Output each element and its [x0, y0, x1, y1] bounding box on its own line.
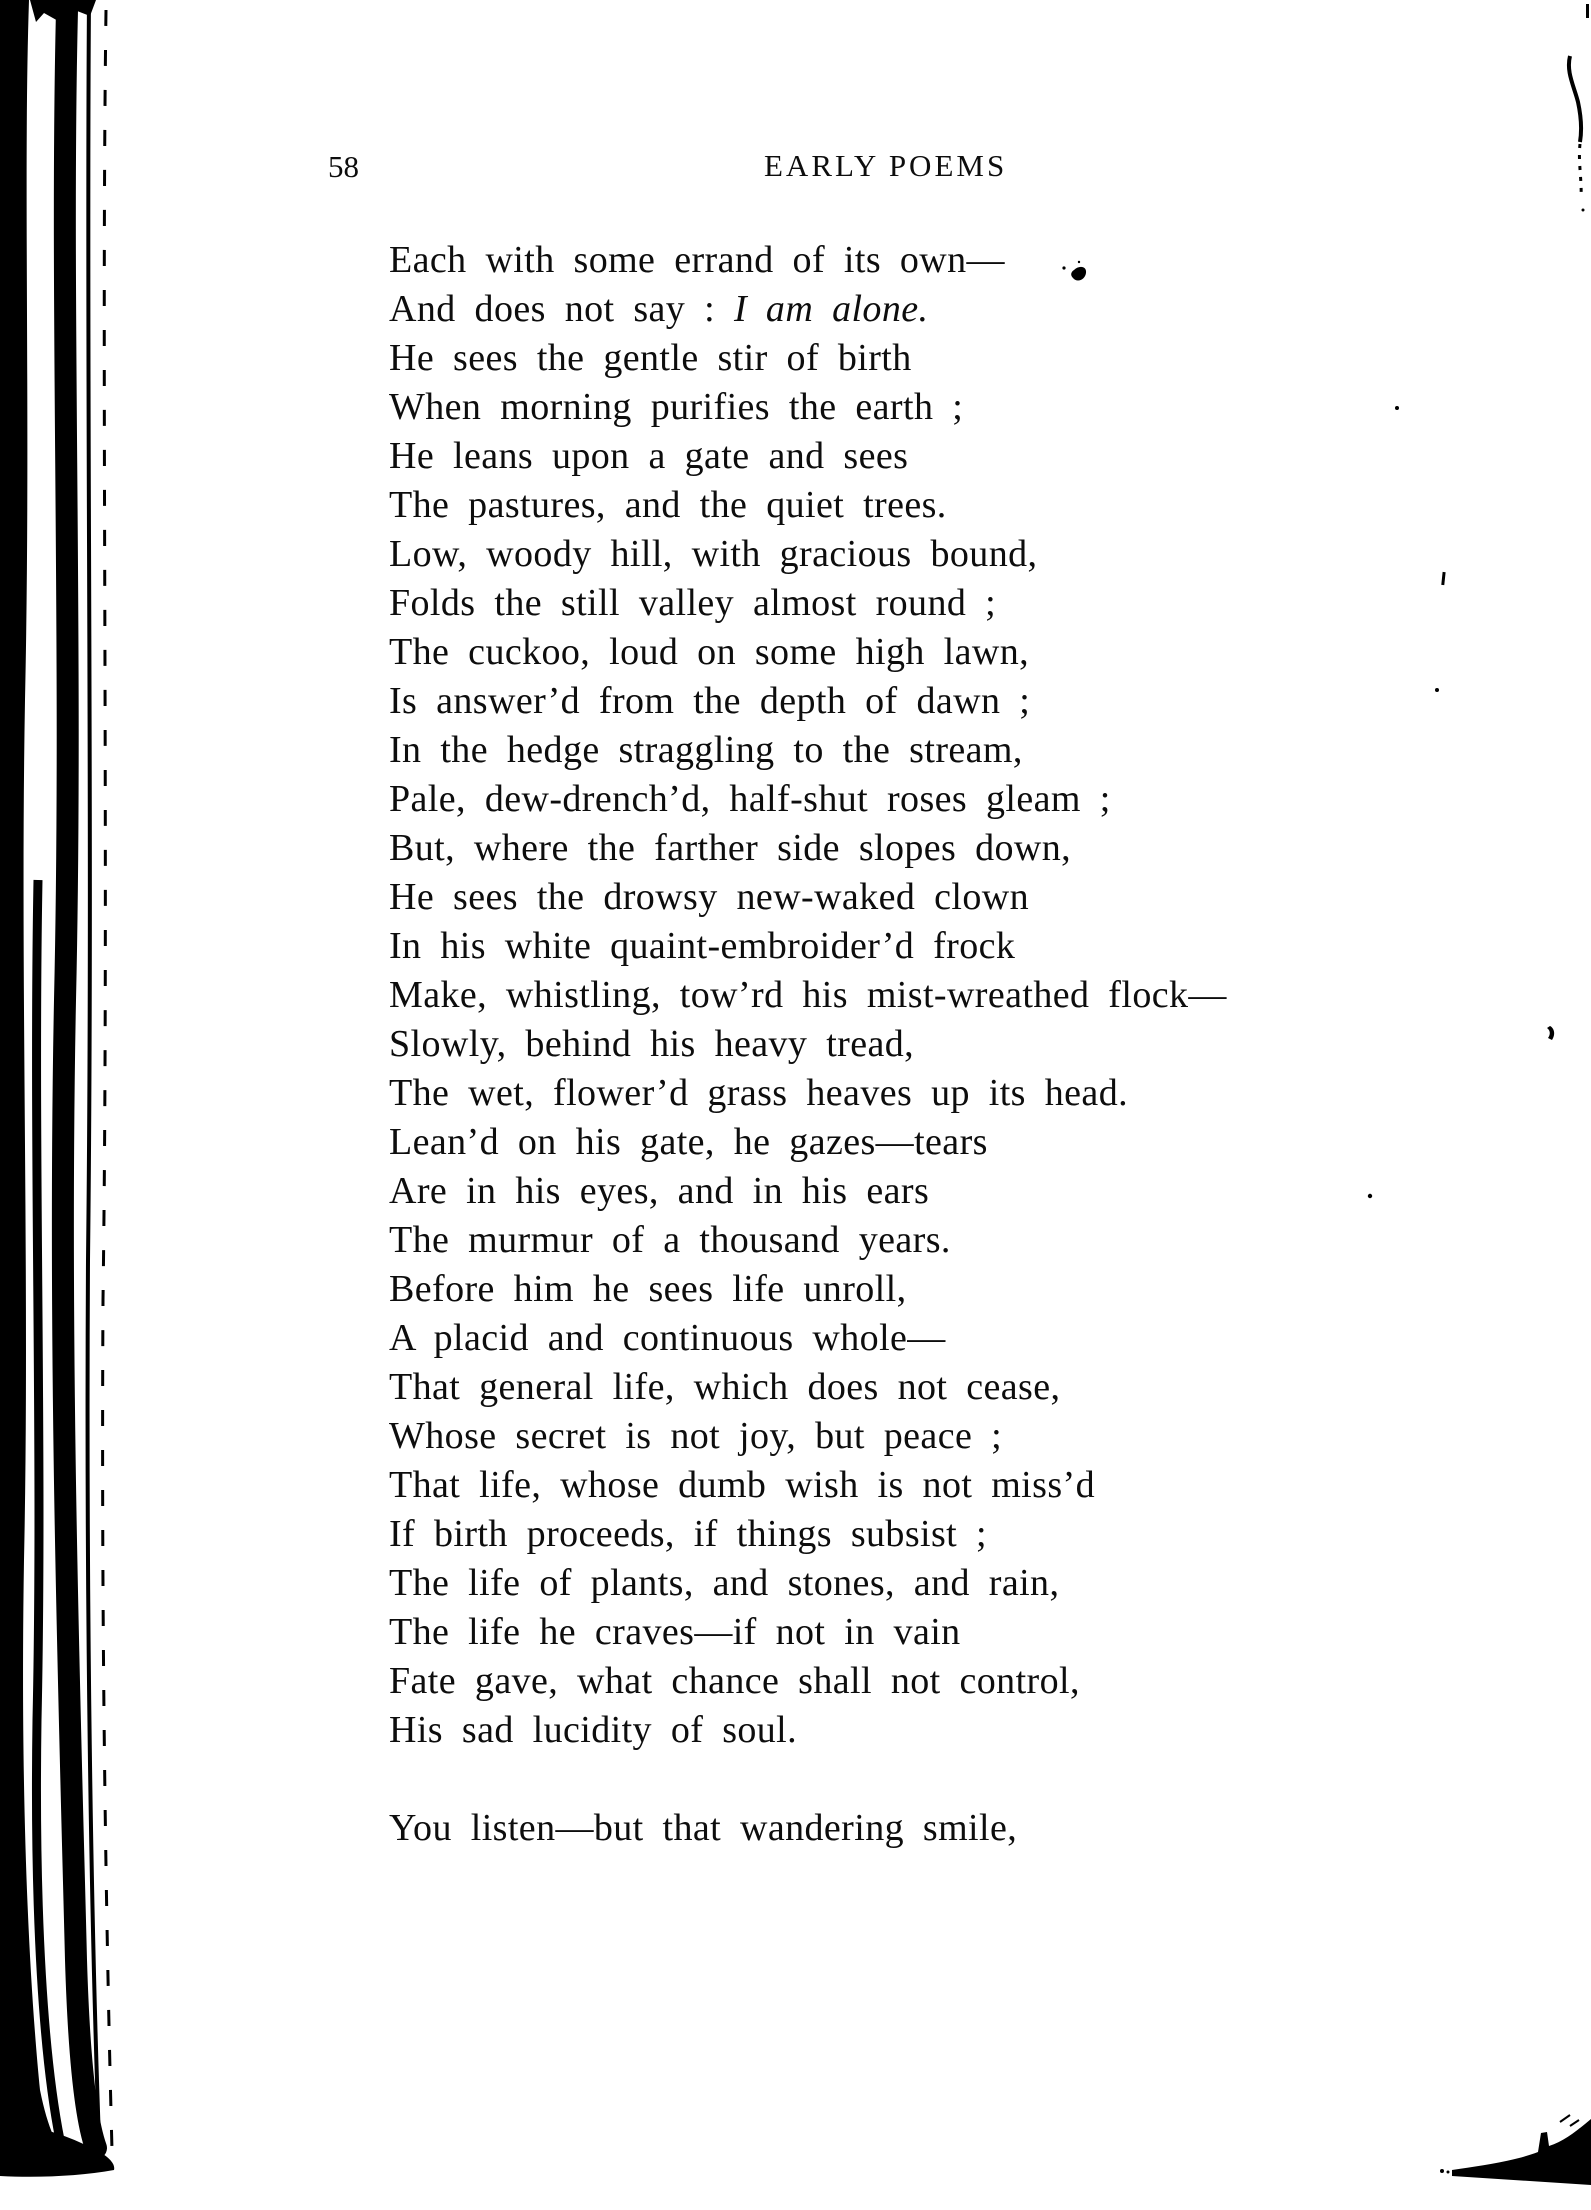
poem-line-text: Lean’d on his gate, he gazes—tears: [389, 1121, 988, 1163]
poem-line-text: Is answer’d from the depth of dawn ;: [389, 680, 1031, 722]
poem-line: [389, 677, 1227, 726]
poem-text-block: [389, 236, 1227, 1853]
poem-line: [389, 1510, 1227, 1559]
poem-line: [389, 334, 1227, 383]
poem-line-text: Each with some errand of its own—: [389, 239, 1005, 281]
poem-line: [389, 1363, 1227, 1412]
poem-line: [389, 873, 1227, 922]
scan-specks: [1360, 390, 1591, 1210]
poem-line: [389, 1167, 1227, 1216]
poem-line-text: If birth proceeds, if things subsist ;: [389, 1513, 987, 1555]
poem-line: [389, 1608, 1227, 1657]
poem-line-text: And does not say :: [389, 288, 734, 330]
poem-line: [389, 1020, 1227, 1069]
poem-line-text: Are in his eyes, and in his ears: [389, 1170, 930, 1212]
poem-line-text: Slowly, behind his heavy tread,: [389, 1023, 915, 1065]
poem-line: [389, 1804, 1227, 1853]
book-gutter-shadow: [0, 0, 150, 2210]
stanza-break: [389, 1755, 1227, 1804]
poem-line-text: When morning purifies the earth ;: [389, 386, 964, 428]
poem-line: [389, 922, 1227, 971]
poem-stanza-1: [389, 236, 1227, 1755]
poem-line-text: Fate gave, what chance shall not control,: [389, 1660, 1080, 1702]
poem-line-text: A placid and continuous whole—: [389, 1317, 946, 1359]
poem-line: [389, 1706, 1227, 1755]
poem-line: [389, 726, 1227, 775]
poem-line: [389, 628, 1227, 677]
poem-line: [389, 236, 1227, 285]
poem-line: [389, 775, 1227, 824]
poem-line-text: The murmur of a thousand years.: [389, 1219, 951, 1261]
page-number: 58: [328, 149, 359, 184]
poem-line-text: He sees the gentle stir of birth: [389, 337, 912, 379]
poem-line: [389, 1412, 1227, 1461]
poem-line: [389, 1216, 1227, 1265]
running-header: EARLY POEMS: [764, 148, 1008, 183]
poem-line: [389, 285, 1227, 334]
poem-line-text: Pale, dew-drench’d, half-shut roses gleam ;: [389, 778, 1111, 820]
poem-line-text: The wet, flower’d grass heaves up its head.: [389, 1072, 1129, 1114]
poem-line: [389, 481, 1227, 530]
ink-scratch-top-right: [1540, 0, 1591, 220]
poem-line-text: In his white quaint-embroider’d frock: [389, 925, 1016, 967]
poem-line-text: Folds the still valley almost round ;: [389, 582, 997, 624]
poem-line-text: Before him he sees life unroll,: [389, 1268, 907, 1310]
poem-line-text: You listen—but that wandering smile,: [389, 1807, 1018, 1849]
poem-stanza-2: [389, 1804, 1227, 1853]
poem-line: [389, 432, 1227, 481]
poem-line-text: The life he craves—if not in vain: [389, 1611, 961, 1653]
poem-line-text: That general life, which does not cease,: [389, 1366, 1061, 1408]
poem-line-text: Whose secret is not joy, but peace ;: [389, 1415, 1003, 1457]
poem-line: [389, 824, 1227, 873]
poem-line: [389, 1657, 1227, 1706]
poem-line: [389, 1559, 1227, 1608]
poem-line-text: He leans upon a gate and sees: [389, 435, 909, 477]
poem-line-text: The cuckoo, loud on some high lawn,: [389, 631, 1030, 673]
poem-line: [389, 1118, 1227, 1167]
poem-line-text: In the hedge straggling to the stream,: [389, 729, 1023, 771]
poem-line: [389, 1265, 1227, 1314]
poem-line: [389, 1314, 1227, 1363]
poem-line-text: He sees the drowsy new-waked clown: [389, 876, 1030, 918]
poem-line-text: Make, whistling, tow’rd his mist-wreathed flock—: [389, 974, 1227, 1016]
poem-line-text: That life, whose dumb wish is not miss’d: [389, 1464, 1095, 1506]
poem-line: [389, 1461, 1227, 1510]
poem-line: [389, 579, 1227, 628]
poem-line-text: But, where the farther side slopes down,: [389, 827, 1072, 869]
page-curl-shadow: [1430, 2100, 1591, 2210]
poem-line: [389, 530, 1227, 579]
poem-line-text: The life of plants, and stones, and rain,: [389, 1562, 1060, 1604]
poem-line: [389, 971, 1227, 1020]
poem-line-italic-segment: I am alone.: [733, 288, 929, 330]
poem-line-text: His sad lucidity of soul.: [389, 1709, 798, 1751]
poem-line-text: Low, woody hill, with gracious bound,: [389, 533, 1038, 575]
poem-line: [389, 383, 1227, 432]
poem-line-text: The pastures, and the quiet trees.: [389, 484, 947, 526]
poem-line: [389, 1069, 1227, 1118]
